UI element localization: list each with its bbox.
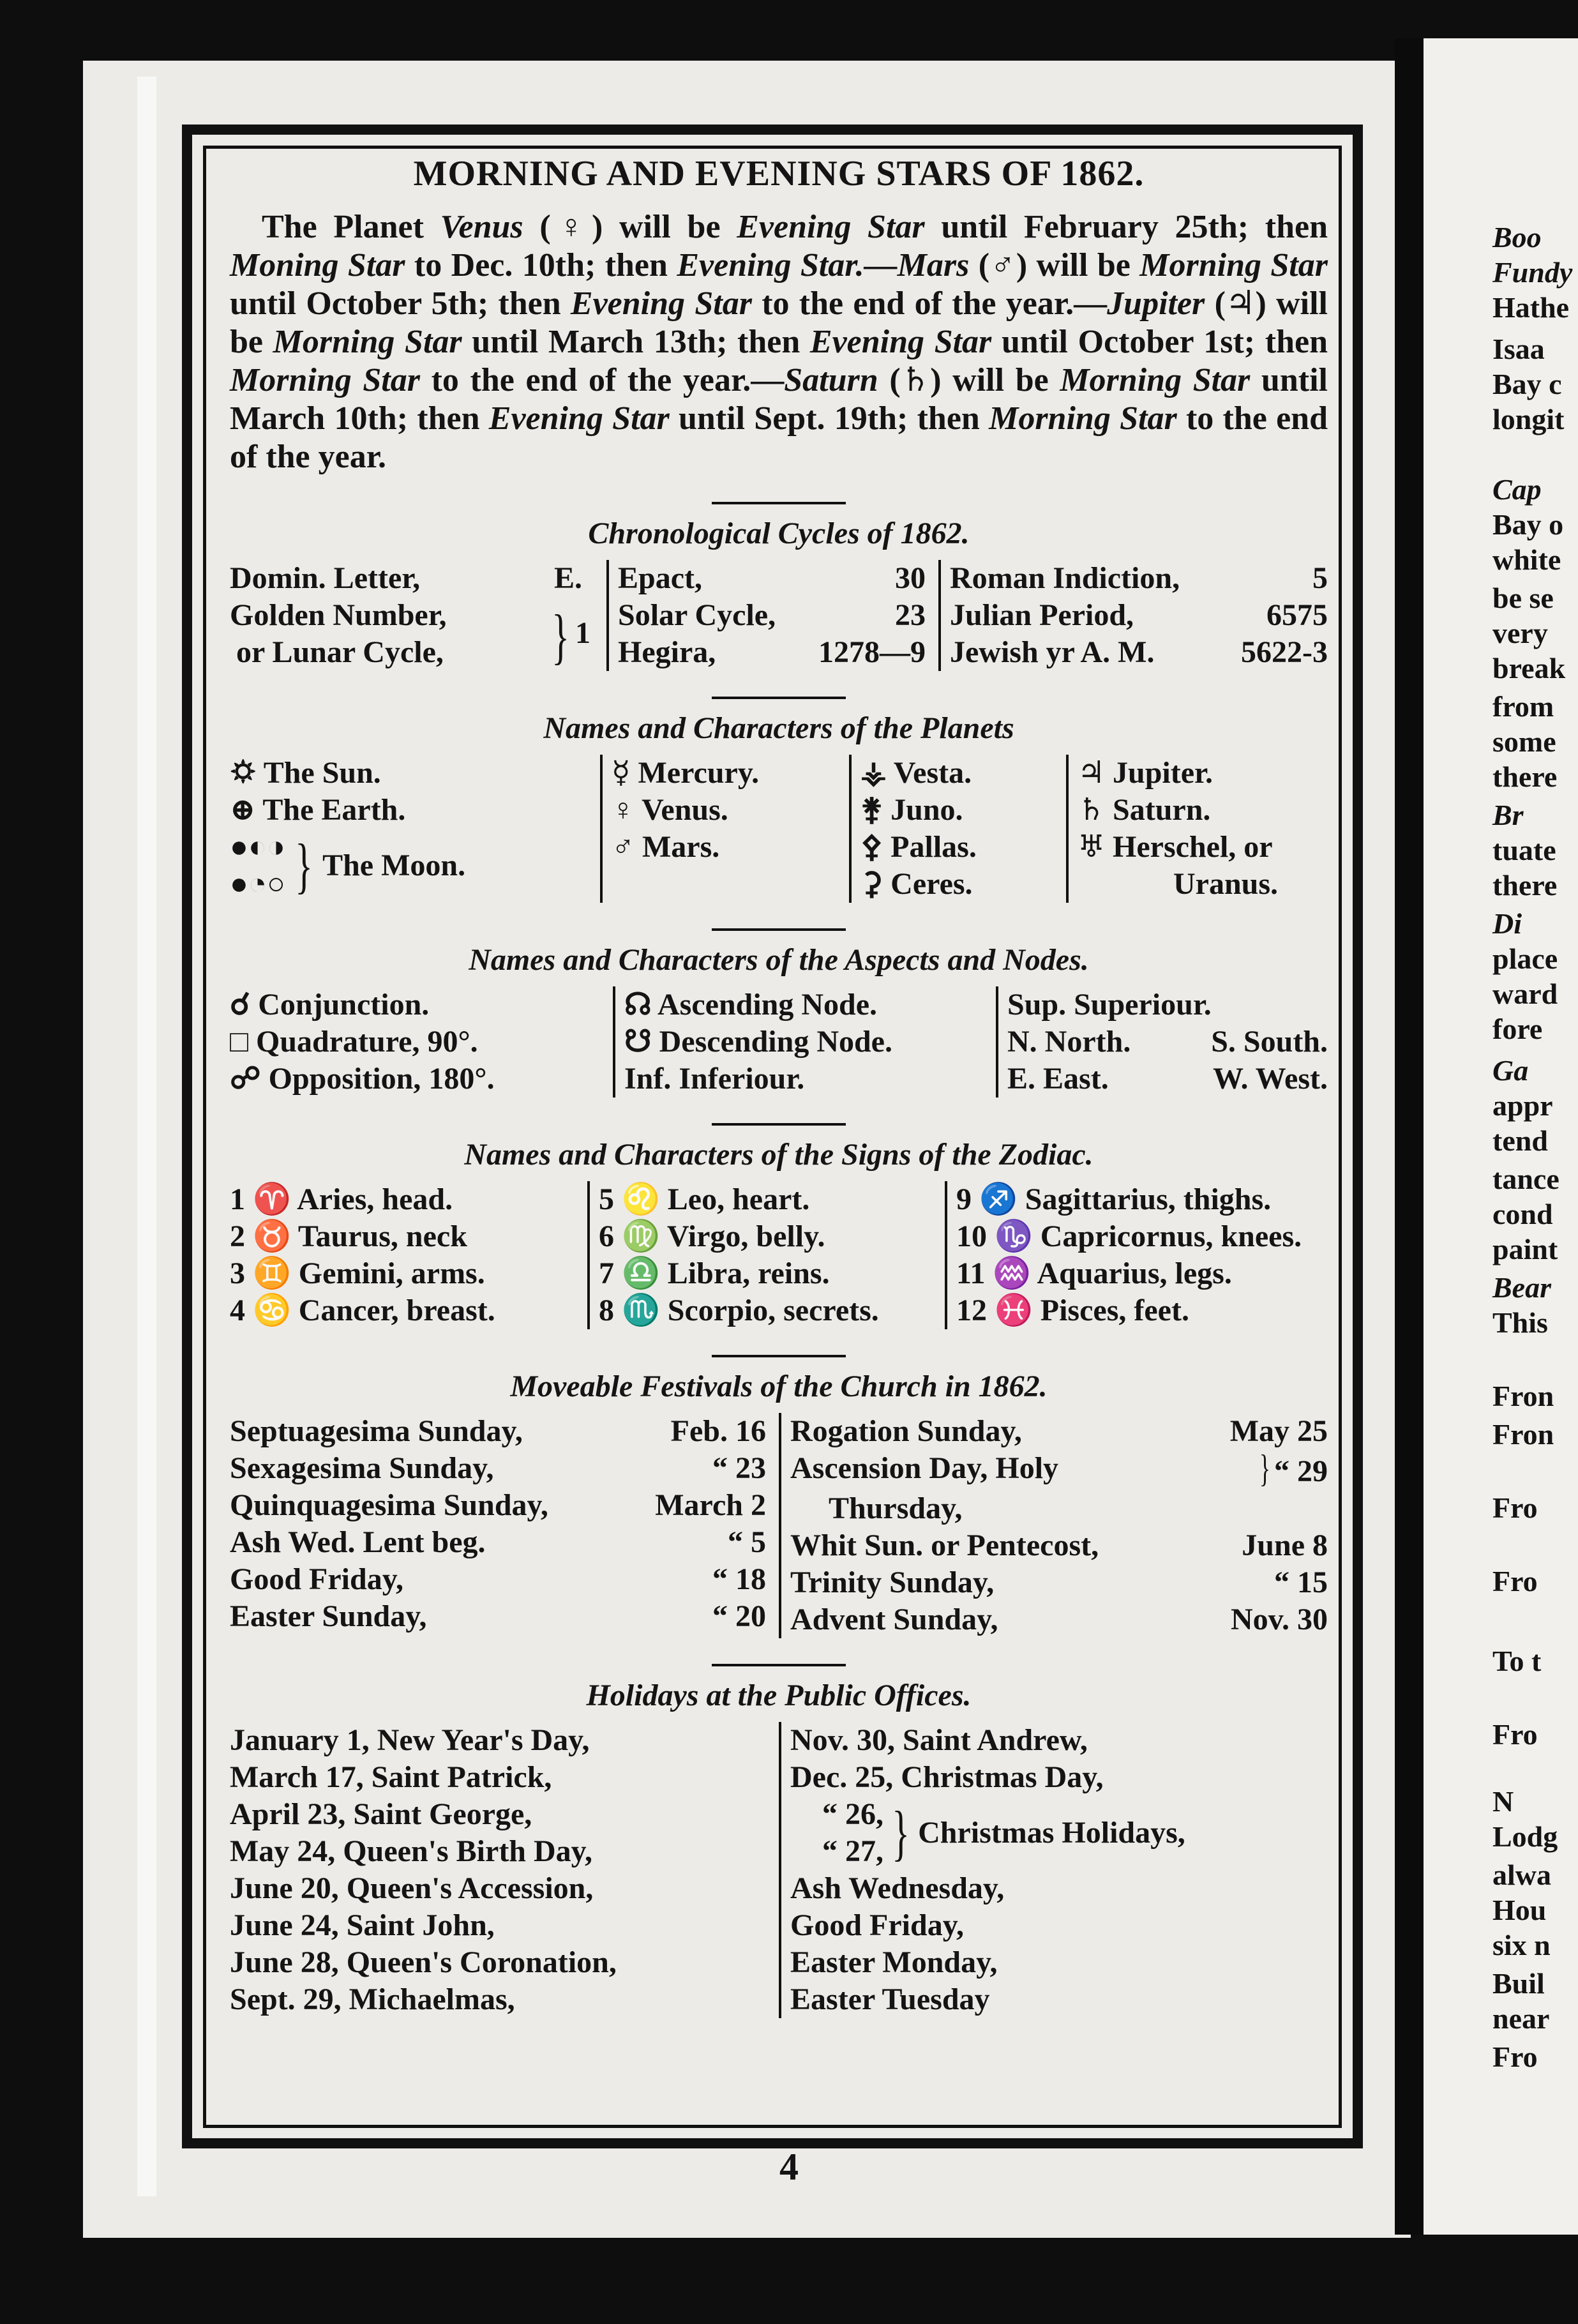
zodiac-sign: 2 ♉ Taurus, neck — [230, 1219, 467, 1253]
right-page-line: very — [1492, 617, 1548, 649]
zodiac-col3 — [945, 1181, 1328, 1329]
zodiac-sign: 3 ♊ Gemini, arms. — [230, 1256, 485, 1290]
festivals-heading: Moveable Festivals of the Church in 1862. — [510, 1370, 1048, 1403]
holiday-item: June 24, Saint John, — [230, 1908, 495, 1942]
holiday-item: June 28, Queen's Coronation, — [230, 1945, 617, 1979]
holiday-item: “ 27, — [822, 1834, 883, 1868]
right-page-line: Fro — [1492, 1491, 1538, 1524]
zodiac-heading: Names and Characters of the Signs of the Zodiac. — [464, 1138, 1093, 1172]
festival-date: March 2 — [655, 1488, 766, 1522]
festival-name: Advent Sunday, — [790, 1603, 998, 1636]
zodiac-sign: 5 ♌ Leo, heart. — [599, 1182, 810, 1216]
right-page-line: Bear — [1492, 1271, 1551, 1304]
abbreviation: Sup. Superiour. — [1007, 988, 1212, 1022]
right-page-line: be se — [1492, 582, 1554, 614]
planet-vesta: ⚶ Vesta. — [860, 756, 972, 790]
abbreviation: N. North. — [1007, 1025, 1131, 1059]
holidays-table — [230, 1722, 1328, 2018]
festival-name: Easter Sunday, — [230, 1599, 427, 1633]
zodiac-sign: 11 ♒ Aquarius, legs. — [956, 1256, 1232, 1290]
aspect-item: ☋ Descending Node. — [624, 1025, 892, 1059]
festival-date: May 25 — [1229, 1414, 1328, 1448]
section-divider — [712, 1664, 846, 1666]
zodiac-sign: 10 ♑ Capricornus, knees. — [956, 1219, 1302, 1253]
right-page-line: Fro — [1492, 1565, 1538, 1597]
zodiac-sign: 6 ♍ Virgo, belly. — [599, 1219, 825, 1253]
holiday-item: Easter Tuesday — [790, 1982, 990, 2016]
book-gutter — [1395, 38, 1424, 2235]
abbreviation: E. East. — [1007, 1062, 1109, 1096]
section-divider — [712, 502, 846, 504]
festival-name: Thursday, — [829, 1491, 963, 1525]
cycles-col3 — [938, 560, 1328, 671]
page-edge — [137, 77, 156, 2196]
moon-label: The Moon. — [322, 849, 466, 882]
cycle-value: E. — [553, 561, 582, 595]
festival-date: “ 23 — [712, 1451, 766, 1485]
holidays-left — [230, 1722, 779, 2018]
aspect-item: ☌ Conjunction. — [230, 988, 430, 1022]
cycles-table — [230, 560, 1328, 671]
holiday-item: March 17, Saint Patrick, — [230, 1760, 552, 1794]
festival-date: Feb. 16 — [670, 1414, 766, 1448]
festival-name: Septuagesima Sunday, — [230, 1414, 523, 1448]
planet-sun: 🌣 The Sun. — [230, 756, 381, 790]
section-divider — [712, 928, 846, 931]
holidays-right — [779, 1722, 1328, 2018]
cycle-label: Golden Number, — [230, 598, 447, 632]
abbreviation: S. South. — [1211, 1025, 1328, 1059]
right-page-line: alwa — [1492, 1859, 1551, 1891]
right-page-line: Fron — [1492, 1418, 1554, 1451]
right-page-line: place — [1492, 942, 1558, 975]
right-page-line: Isaa — [1492, 333, 1545, 365]
section-divider — [712, 697, 846, 699]
right-page-line: from — [1492, 690, 1554, 723]
right-page-line: Di — [1492, 907, 1522, 940]
cycle-label: Epact, — [618, 561, 702, 595]
planet-uranus: Uranus. — [1173, 867, 1279, 901]
festival-name: Sexagesima Sunday, — [230, 1451, 494, 1485]
planets-col2 — [600, 755, 849, 903]
cycle-label: Julian Period, — [950, 598, 1134, 632]
planets-col3 — [849, 755, 1066, 903]
holiday-item: “ 26, — [822, 1797, 883, 1831]
right-page-line: Ga — [1492, 1054, 1529, 1087]
right-page-line: break — [1492, 652, 1566, 684]
cycle-label: Hegira, — [618, 635, 716, 669]
right-page-line: paint — [1492, 1233, 1558, 1265]
holidays-heading: Holidays at the Public Offices. — [586, 1679, 972, 1712]
planet-mercury: ☿ Mercury. — [612, 756, 760, 790]
holiday-item: January 1, New Year's Day, — [230, 1723, 590, 1757]
festival-date: June 8 — [1242, 1528, 1328, 1562]
aspects-col3 — [996, 986, 1328, 1098]
festival-name: Trinity Sunday, — [790, 1566, 995, 1599]
festival-date: Nov. 30 — [1230, 1603, 1328, 1636]
cycles-col2 — [606, 560, 938, 671]
zodiac-sign: 7 ♎ Libra, reins. — [599, 1256, 830, 1290]
festival-date: “ 20 — [712, 1599, 766, 1633]
festivals-right — [779, 1413, 1328, 1638]
planet-juno: ⚵ Juno. — [860, 793, 963, 827]
page-title: MORNING AND EVENING STARS OF 1862. — [413, 154, 1145, 193]
abbreviation: W. West. — [1212, 1062, 1328, 1096]
right-page-line: To t — [1492, 1645, 1542, 1677]
right-page-line: near — [1492, 2002, 1550, 2035]
festivals-table — [230, 1413, 1328, 1638]
right-page-line: ward — [1492, 977, 1558, 1010]
moon-phase-icon: ●◐◑ — [230, 830, 285, 864]
zodiac-col1 — [230, 1181, 587, 1329]
festivals-left — [230, 1413, 779, 1638]
festival-name: Ascension Day, Holy — [790, 1451, 1059, 1485]
right-page-line: tend — [1492, 1124, 1548, 1157]
right-page-line: some — [1492, 725, 1556, 758]
right-page-line: Cap — [1492, 473, 1542, 506]
holiday-item: Nov. 30, Saint Andrew, — [790, 1723, 1088, 1757]
cycles-col1-values — [530, 560, 606, 671]
cycles-col1 — [230, 560, 530, 671]
cycle-value: 1 — [575, 616, 591, 650]
planet-pallas: ⚴ Pallas. — [860, 830, 977, 864]
cycle-label: Domin. Letter, — [230, 561, 421, 595]
right-page-line: Hathe — [1492, 291, 1570, 324]
holiday-item: May 24, Queen's Birth Day, — [230, 1834, 593, 1868]
right-page-line: Boo — [1492, 221, 1542, 253]
planet-venus: ♀ Venus. — [612, 793, 728, 827]
moon-phase-icon: ●◔○ — [230, 867, 285, 901]
cycle-value: 5 — [1312, 561, 1328, 595]
aspects-table — [230, 986, 1328, 1098]
planet-mars: ♂ Mars. — [612, 830, 720, 864]
holiday-item: Ash Wednesday, — [790, 1871, 1005, 1905]
festival-name: Ash Wed. Lent beg. — [230, 1525, 486, 1559]
right-page-line: Fron — [1492, 1380, 1554, 1412]
zodiac-sign: 4 ♋ Cancer, breast. — [230, 1294, 495, 1327]
right-page-line: tuate — [1492, 834, 1556, 866]
right-page-line: Fundy — [1492, 256, 1573, 289]
festival-name: Rogation Sunday, — [790, 1414, 1022, 1448]
festival-date: “ 18 — [712, 1562, 766, 1596]
zodiac-sign: 9 ♐ Sagittarius, thighs. — [956, 1182, 1272, 1216]
brace-symbol: } — [295, 831, 313, 900]
right-page-line: six n — [1492, 1929, 1551, 1961]
almanac-content — [230, 153, 1328, 2018]
brace-symbol: } — [1259, 1447, 1271, 1490]
festival-date: “ 15 — [1274, 1566, 1328, 1599]
holiday-item: June 20, Queen's Accession, — [230, 1871, 594, 1905]
aspects-col1 — [230, 986, 613, 1098]
cycle-value: 1278—9 — [818, 635, 926, 669]
zodiac-col2 — [587, 1181, 945, 1329]
aspect-item: Inf. Inferiour. — [624, 1062, 805, 1096]
zodiac-sign: 12 ♓ Pisces, feet. — [956, 1294, 1189, 1327]
holiday-item: Sept. 29, Michaelmas, — [230, 1982, 515, 2016]
right-page-line: appr — [1492, 1089, 1553, 1122]
planet-jupiter: ♃ Jupiter. — [1078, 756, 1213, 790]
planet-herschel: ♅ Herschel, or — [1078, 830, 1273, 864]
planets-col1 — [230, 755, 600, 903]
festival-name: Good Friday, — [230, 1562, 404, 1596]
aspect-item: ☊ Ascending Node. — [624, 988, 878, 1022]
brace-symbol: } — [892, 1799, 910, 1867]
section-divider — [712, 1355, 846, 1357]
festival-date: “ 29 — [1274, 1454, 1328, 1488]
holiday-item: Dec. 25, Christmas Day, — [790, 1760, 1104, 1794]
aspects-heading: Names and Characters of the Aspects and Nodes. — [469, 943, 1089, 977]
planets-col4 — [1066, 755, 1328, 903]
zodiac-table — [230, 1181, 1328, 1329]
right-page-line: Fro — [1492, 2041, 1538, 2073]
aspects-col2 — [613, 986, 996, 1098]
planet-earth: ⊕ The Earth. — [230, 793, 406, 827]
cycle-label: or Lunar Cycle, — [236, 635, 444, 669]
festival-date: “ 5 — [728, 1525, 766, 1559]
aspect-item: ☍ Opposition, 180°. — [230, 1062, 495, 1096]
right-page-line: cond — [1492, 1198, 1553, 1230]
festival-name: Quinquagesima Sunday, — [230, 1488, 548, 1522]
zodiac-sign: 1 ♈ Aries, head. — [230, 1182, 453, 1216]
stars-paragraph: The Planet Venus (♀) will be Evening Star until February 25th; then Moning Star to Dec. 10th; then Evening Star.—Mars (♂) will be Morning Star until October 5th; then Evening Star to the end of the year.—Jupiter (♃) will be Morning Star until March 13th; then Evening Star until October 1st; then Morning Star to the end of the year.—Saturn (♄) will be Morning Star until March 10th; then Evening Star until Sept. 19th; then Morning Star to the end of the year. — [230, 209, 1328, 475]
christmas-holidays-label: Christmas Holidays, — [918, 1816, 1185, 1850]
brace-symbol: } — [552, 602, 569, 670]
cycle-label: Solar Cycle, — [618, 598, 776, 632]
right-page-line: Fro — [1492, 1718, 1538, 1751]
zodiac-sign: 8 ♏ Scorpio, secrets. — [599, 1294, 879, 1327]
holiday-item: Good Friday, — [790, 1908, 965, 1942]
right-page-line: white — [1492, 543, 1561, 576]
right-page-line: Hou — [1492, 1894, 1547, 1926]
right-page-line: longit — [1492, 403, 1565, 435]
right-page-line: there — [1492, 760, 1558, 793]
right-page-line: there — [1492, 869, 1558, 902]
right-page-line: N — [1492, 1785, 1514, 1818]
right-page-line: Bay c — [1492, 368, 1562, 400]
cycle-value: 6575 — [1266, 598, 1328, 632]
holiday-item: April 23, Saint George, — [230, 1797, 532, 1831]
right-page-line: fore — [1492, 1013, 1543, 1045]
right-page-line: Bay o — [1492, 508, 1564, 541]
festival-name: Whit Sun. or Pentecost, — [790, 1528, 1099, 1562]
cycle-label: Jewish yr A. M. — [950, 635, 1155, 669]
planet-ceres: ⚳ Ceres. — [860, 867, 973, 901]
holiday-item: Easter Monday, — [790, 1945, 998, 1979]
right-page-line: Buil — [1492, 1967, 1545, 2000]
cycle-value: 30 — [895, 561, 926, 595]
section-divider — [712, 1123, 846, 1126]
planets-table — [230, 755, 1328, 903]
cycle-value: 5622-3 — [1241, 635, 1328, 669]
cycle-label: Roman Indiction, — [950, 561, 1180, 595]
right-page-line: tance — [1492, 1163, 1559, 1195]
cycle-value: 23 — [895, 598, 926, 632]
cycles-heading: Chronological Cycles of 1862. — [588, 517, 970, 550]
right-page-line: Lodg — [1492, 1820, 1558, 1853]
planets-heading: Names and Characters of the Planets — [543, 711, 1014, 745]
aspect-item: □ Quadrature, 90°. — [230, 1025, 478, 1059]
right-page-line: Br — [1492, 799, 1524, 831]
page-number: 4 — [779, 2146, 799, 2188]
right-page-line: This — [1492, 1306, 1548, 1339]
planet-saturn: ♄ Saturn. — [1078, 793, 1211, 827]
